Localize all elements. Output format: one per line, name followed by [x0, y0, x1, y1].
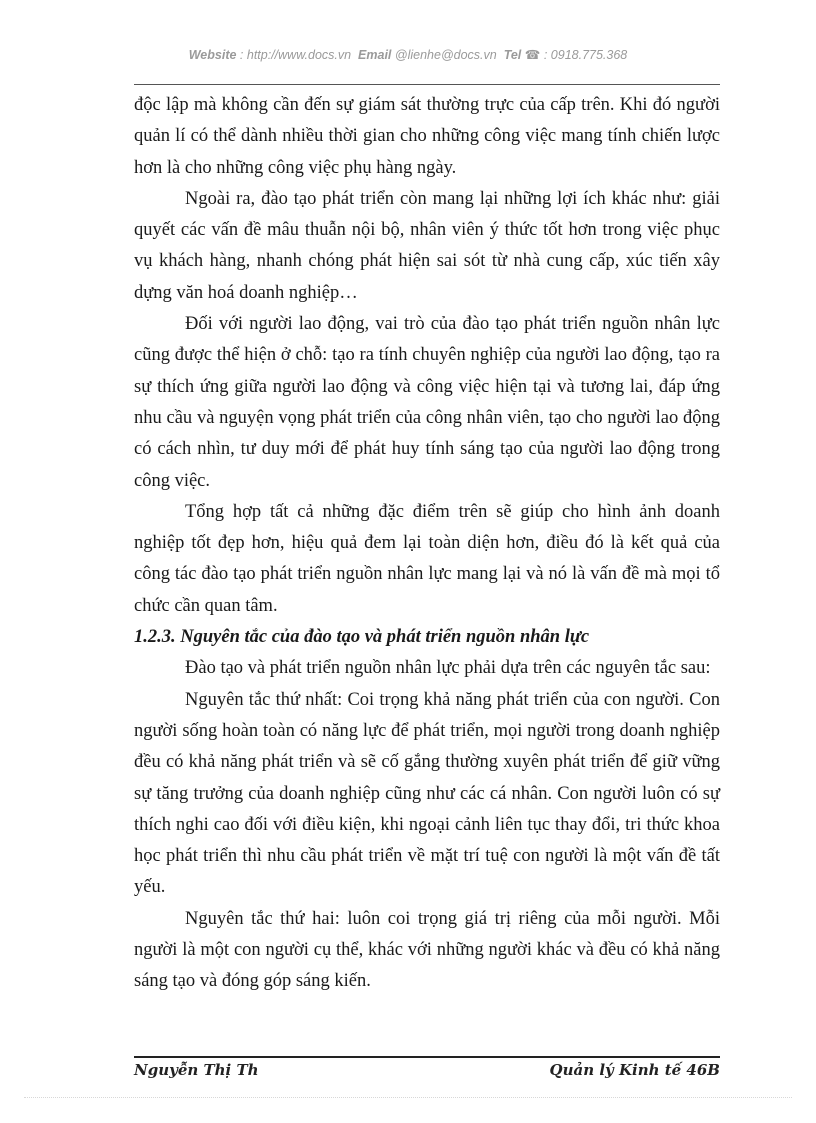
tel-label: Tel [503, 48, 522, 62]
page-bottom-border [24, 1097, 792, 1098]
paragraph-5: Đào tạo và phát triển nguồn nhân lực phải dựa trên các nguyên tắc sau: [185, 658, 711, 679]
website-value[interactable]: : http://www.docs.vn [239, 48, 352, 62]
paragraph-7: Nguyên tắc thứ hai: luôn coi trọng giá trị riêng của mỗi người. Mỗi người là một con người cụ thể, khác với những người khác và đều có khả năng sáng tạo và đóng góp sáng kiến. [134, 908, 720, 992]
paragraph-1: độc lập mà không cần đến sự giám sát thường trực của cấp trên. Khi đó người quản lí có thể dành nhiều thời gian cho những công việc mang tính chiến lược hơn là cho những công việc phụ hàng ngày. [134, 95, 720, 178]
email-label: Email [358, 48, 392, 62]
section-heading: 1.2.3. Nguyên tắc của đào tạo và phát triển nguồn nhân lực [134, 627, 590, 648]
page-header [0, 47, 816, 62]
footer-divider [134, 1056, 720, 1058]
footer-class: Quản lý Kinh tế 46B [549, 1061, 720, 1079]
paragraph-6: Nguyên tắc thứ nhất: Coi trọng khả năng phát triển của con người. Con người sống hoàn toàn có năng lực để phát triển, mọi người trong doanh nghiệp đều có khả năng phát triển và sẽ cố gắng thường xuyên phát triển để giữ vững sự tăng trưởng của doanh nghiệp cũng như các cá nhân. Con người luôn có sự thích nghi cao đối với điều kiện, khi ngoại cảnh liên tục thay đổi, tri thức khoa học phát triển thì nhu cầu phát triển về mặt trí tuệ con người là một vấn đề tất yếu. [134, 689, 720, 898]
paragraph-3: Đối với người lao động, vai trò của đào tạo phát triển nguồn nhân lực cũng được thể hiện ở chỗ: tạo ra tính chuyên nghiệp của người lao động, tạo ra sự thích ứng giữa người lao động và công việc hiện tại và tương lai, đáp ứng nhu cầu và nguyện vọng phát triển của công nhân viên, tạo cho người lao động có cách nhìn, tư duy mới để phát huy tính sáng tạo của người lao động trong công việc. [134, 314, 720, 491]
phone-icon: ☎ [524, 48, 541, 62]
email-value[interactable]: lienhe@docs.vn [407, 48, 497, 62]
footer-author: Nguyễn Thị Th [134, 1061, 259, 1079]
paragraph-4: Tổng hợp tất cả những đặc điểm trên sẽ giúp cho hình ảnh doanh nghiệp tốt đẹp hơn, hiệu quả đem lại toàn diện hơn, điều đó là kết quả của công tác đào tạo phát triển nguồn nhân lực mang lại và nó là vấn đề mà mọi tổ chức cần quan tâm. [134, 501, 720, 616]
document-body [134, 90, 720, 998]
website-label: Website [188, 48, 237, 62]
email-icon: @ [394, 48, 408, 62]
paragraph-2: Ngoài ra, đào tạo phát triển còn mang lại những lợi ích khác như: giải quyết các vấn đề mâu thuẫn nội bộ, nhân viên ý thức tốt hơn trong việc phục vụ khách hàng, nhanh chóng phát hiện sai sót từ nhà cung cấp, xúc tiến xây dựng văn hoá doanh nghiệp… [134, 188, 720, 303]
tel-value: : 0918.775.368 [543, 48, 628, 62]
header-divider [134, 84, 720, 85]
